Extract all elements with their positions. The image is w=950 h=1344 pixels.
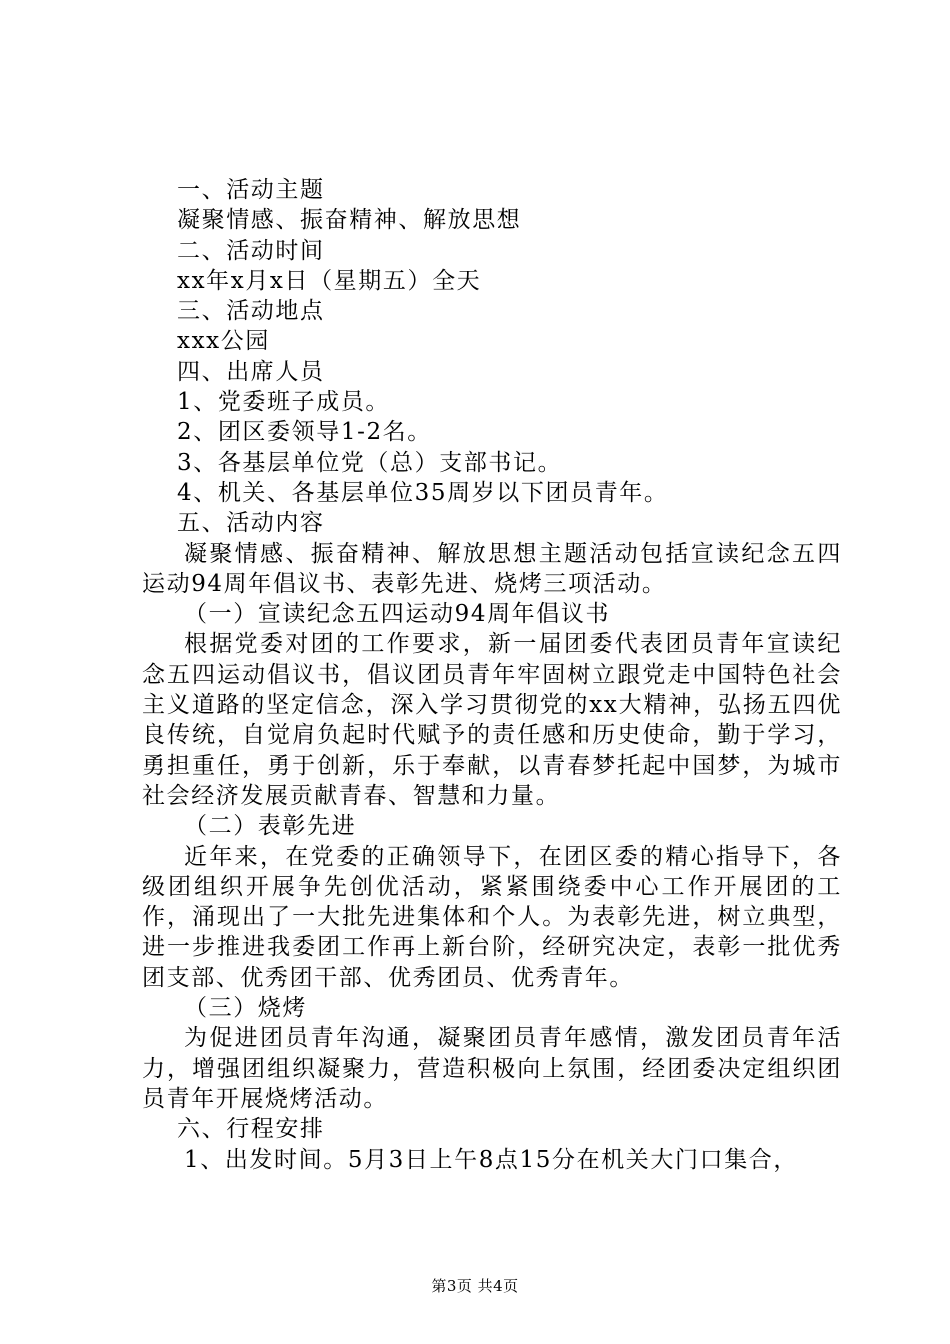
heading-activity-location: 三、活动地点 [177,298,325,325]
subheading-commendation: （二）表彰先进 [184,813,357,840]
activity-content-intro: 凝聚情感、振奋精神、解放思想主题活动包括宣读纪念五四运动94周年倡议书、表彰先进、烧烤三项活动。 [142,540,842,597]
attendee-item-2: 2、团区委领导1-2名。 [177,419,432,446]
activity-location-text: xxx公园 [177,328,270,355]
attendee-item-3: 3、各基层单位党（总）支部书记。 [177,449,563,476]
subheading-barbecue: （三）烧烤 [184,995,307,1022]
proposal-paragraph: 根据党委对团的工作要求，新一届团委代表团员青年宣读纪念五四运动倡议书，倡议团员青年牢固树立跟党走中国特色社会主义道路的坚定信念，深入学习贯彻党的xx大精神，弘扬五四优良传统，自觉肩负起时代赋予的责任感和历史使命，勤于学习，勇担重任，勇于创新，乐于奉献，以青春梦托起中国梦，为城市社会经济发展贡献青春、智慧和力量。 [142,631,842,809]
heading-activity-theme: 一、活动主题 [177,177,325,203]
activity-time-text: xx年x月x日（星期五）全天 [177,267,482,294]
barbecue-paragraph: 为促进团员青年沟通，凝聚团员青年感情，激发团员青年活力，增强团组织凝聚力，营造积极向上氛围，经团委决定组织团员青年开展烧烤活动。 [142,1025,842,1112]
heading-activity-content: 五、活动内容 [177,510,325,537]
attendee-item-1: 1、党委班子成员。 [177,389,391,416]
heading-activity-time: 二、活动时间 [177,237,325,264]
commendation-paragraph: 近年来，在党委的正确领导下，在团区委的精心指导下，各级团组织开展争先创优活动，紧紧围绕委中心工作开展团的工作，涌现出了一大批先进集体和个人。为表彰先进，树立典型，进一步推进我委团工作再上新台阶，经研究决定，表彰一批优秀团支部、优秀团干部、优秀团员、优秀青年。 [142,843,842,991]
subheading-proposal: （一）宣读纪念五四运动94周年倡议书 [184,601,611,628]
document-body [142,175,842,1175]
itinerary-item-1: 1、出发时间。5月3日上午8点15分在机关大门口集合， [184,1146,798,1173]
activity-theme-text: 凝聚情感、振奋精神、解放思想 [177,207,522,234]
attendee-item-4: 4、机关、各基层单位35周岁以下团员青年。 [177,479,669,506]
heading-attendees: 四、出席人员 [177,358,325,385]
page-number-footer: 第3页 共4页 [431,1277,519,1295]
heading-itinerary: 六、行程安排 [177,1116,325,1143]
